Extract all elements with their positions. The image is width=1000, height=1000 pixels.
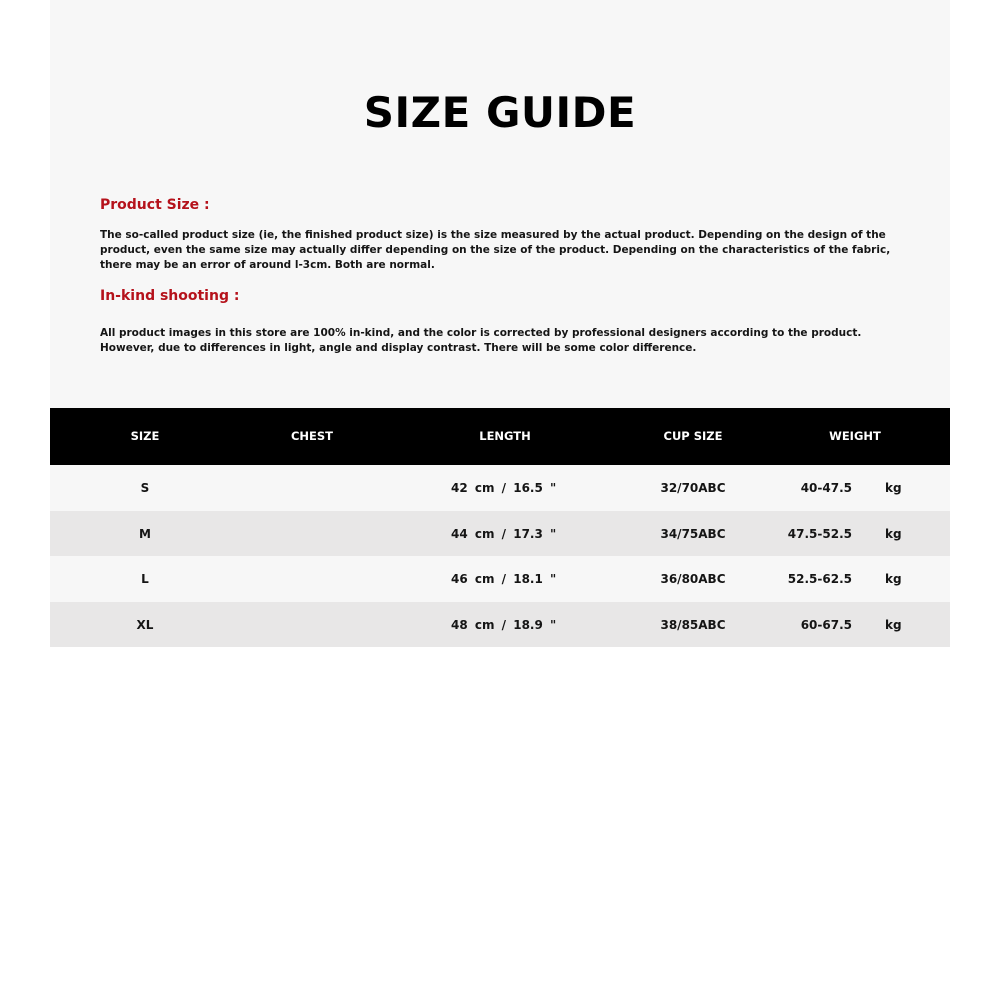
table-row: [50, 511, 950, 557]
header-chest: CHEST: [290, 429, 334, 443]
product-size-heading: Product Size :: [100, 197, 210, 213]
size-cell: S: [140, 481, 150, 495]
size-table: [50, 408, 950, 647]
table-row: [50, 602, 950, 648]
header-length: LENGTH: [479, 429, 531, 443]
cup-size-cell: 38/85ABC: [660, 617, 726, 632]
length-cell: 44 cm / 17.3 ": [451, 526, 557, 541]
in-kind-shooting-heading: In-kind shooting :: [100, 288, 240, 304]
header-cup-size: CUP SIZE: [663, 429, 723, 443]
cup-size-cell: 32/70ABC: [660, 481, 726, 495]
page-title: SIZE GUIDE: [363, 88, 637, 137]
size-cell: M: [139, 526, 151, 541]
weight-unit: kg: [885, 617, 902, 632]
weight-cell: 52.5-62.5: [787, 572, 852, 586]
length-cell: 46 cm / 18.1 ": [451, 572, 557, 586]
length-cell: 48 cm / 18.9 ": [451, 617, 557, 632]
in-kind-shooting-text: All product images in this store are 100% in-kind, and the color is corrected by professional designers according to the product. However, due to differences in light, angle and display contrast. There will be some color difference.: [100, 327, 862, 354]
header-size: SIZE: [130, 429, 160, 443]
table-header: [50, 408, 950, 465]
size-guide-panel: [50, 0, 950, 647]
weight-unit: kg: [885, 526, 902, 541]
table-row: [50, 465, 950, 511]
size-cell: L: [141, 572, 149, 586]
cup-size-cell: 34/75ABC: [660, 526, 726, 541]
weight-unit: kg: [885, 481, 902, 495]
cup-size-cell: 36/80ABC: [660, 572, 726, 586]
length-cell: 42 cm / 16.5 ": [451, 481, 557, 495]
weight-cell: 47.5-52.5: [787, 526, 852, 541]
header-weight: WEIGHT: [829, 429, 881, 443]
weight-unit: kg: [885, 572, 902, 586]
size-cell: XL: [136, 617, 154, 632]
weight-cell: 60-67.5: [800, 617, 852, 632]
table-row: [50, 556, 950, 602]
product-size-text: The so-called product size (ie, the finished product size) is the size measured by the actual product. Depending on the design of the product, even the same size may actually differ depending on the size of the product. Depending on the characteristics of the fabric, there may be an error of around l-3cm. Both are normal.: [100, 229, 891, 271]
weight-cell: 40-47.5: [800, 481, 852, 495]
